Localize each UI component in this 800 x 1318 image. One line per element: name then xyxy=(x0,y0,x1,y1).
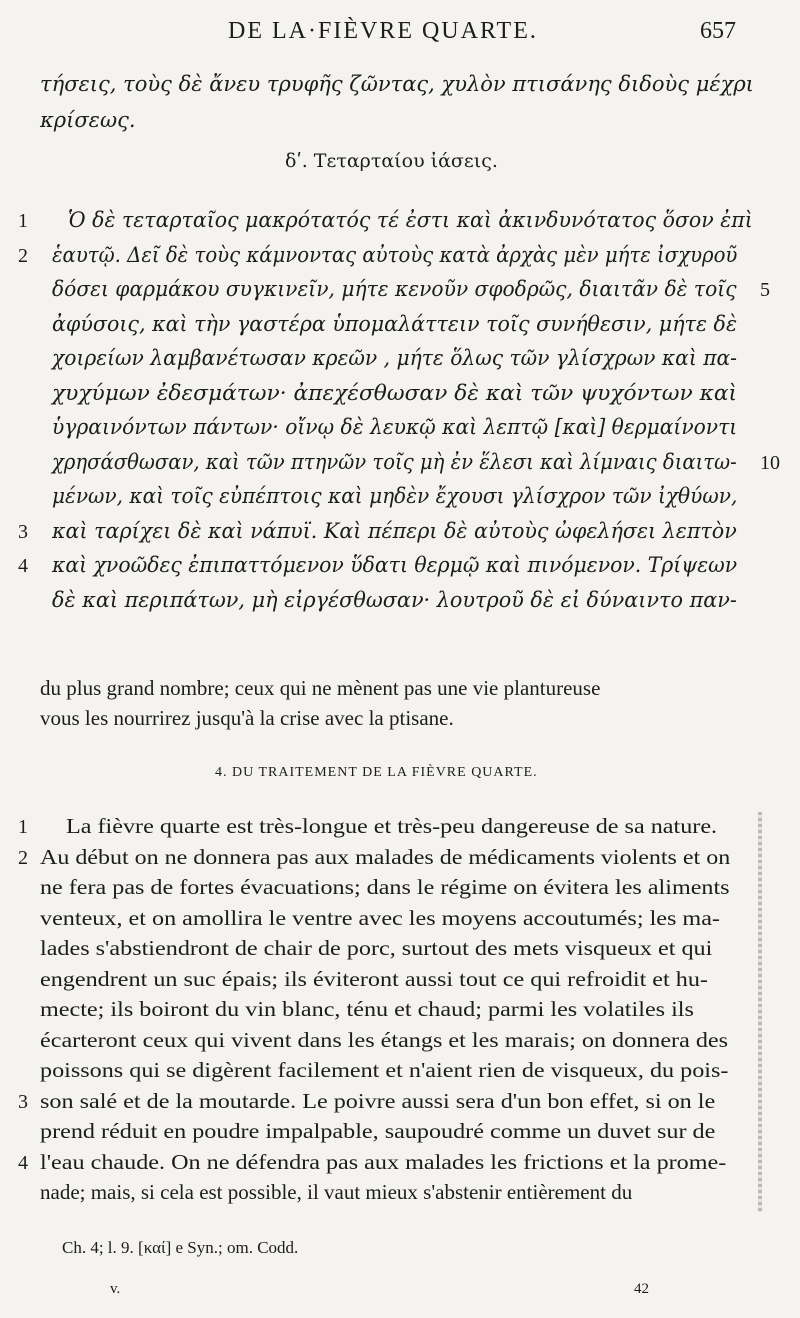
french-text-line: mecte; ils boiront du vin blanc, ténu et chaud; parmi les volatiles ils xyxy=(40,997,694,1021)
french-text-line: prend réduit en poudre impalpable, saupoudré comme un duvet sur de xyxy=(40,1119,716,1143)
greek-text-line: χυχύμων ἐδεσμάτων· ἀπεχέσθωσαν δὲ καὶ τῶν ψυχόντων καὶ xyxy=(52,380,738,405)
signature-mark: v. xyxy=(110,1281,121,1297)
margin-line-number: 1 xyxy=(18,210,28,232)
margin-line-number: 10 xyxy=(760,451,780,474)
greek-text-line: Ὁ δὲ τεταρταῖος μακρότατός τέ ἐστι καὶ ἀκινδυνότατος ὅσον ἐπὶ xyxy=(68,208,753,232)
french-text-line: nade; mais, si cela est possible, il vaut mieux s'abstenir entièrement du xyxy=(40,1180,633,1204)
greek-text-line: ἀφύσοις, καὶ τὴν γαστέρα ὑπομαλάττειν τοῖς συνήθεσιν, μήτε δὲ xyxy=(52,311,738,336)
french-section-heading: 4. DU TRAITEMENT DE LA FIÈVRE QUARTE. xyxy=(215,765,538,780)
french-text-line: poissons qui se digèrent facilement et n'aient rien de visqueux, du pois- xyxy=(40,1058,729,1082)
french-text-line: Au début on ne donnera pas aux malades de médicaments violents et on xyxy=(40,844,731,869)
greek-text-line: ὑγραινόντων πάντων· οἴνῳ δὲ λευκῷ καὶ λεπτῷ [καὶ] θερμαίνοντι xyxy=(52,415,738,439)
greek-text-line: καὶ ταρίχει δὲ καὶ νάπυϊ. Καὶ πέπερι δὲ αὐτοὺς ὠφελήσει λεπτὸν xyxy=(52,518,737,543)
french-text-line: La fièvre quarte est très-longue et très-peu dangereuse de sa nature. xyxy=(66,814,718,838)
french-text-line: venteux, et on amollira le ventre avec les moyens accoutumés; les ma- xyxy=(40,905,720,930)
margin-line-number: 4 xyxy=(18,1151,28,1174)
page-edge-shadow xyxy=(758,812,762,1212)
margin-line-number: 4 xyxy=(18,555,28,577)
running-header-title: DE LA·FIÈVRE QUARTE. xyxy=(228,18,538,44)
margin-line-number: 5 xyxy=(760,279,770,301)
greek-text-line: ἑαυτῷ. Δεῖ δὲ τοὺς κάμνοντας αὐτοὺς κατὰ ἀρχὰς μὲν μήτε ἰσχυροῦ xyxy=(52,242,738,267)
greek-continuation-line: τήσεις, τοὺς δὲ ἄνευ τρυφῆς ζῶντας, χυλὸν πτισάνης διδοὺς μέχρι xyxy=(40,72,754,96)
greek-text-line: δὲ καὶ περιπάτων, μὴ εἰργέσθωσαν· λουτροῦ δὲ εἰ δύναιντο παν- xyxy=(52,587,737,612)
french-text-line: son salé et de la moutarde. Le poivre aussi sera d'un bon effet, si on le xyxy=(40,1088,716,1113)
french-continuation-line: du plus grand nombre; ceux qui ne mènent pas une vie plantureuse xyxy=(40,676,601,700)
greek-text-line: μένων, καὶ τοῖς εὐπέπτοις καὶ μηδὲν ἔχουσι γλίσχρον τῶν ἰχθύων, xyxy=(52,484,738,508)
greek-section-heading: δʹ. Τεταρταίου ἰάσεις. xyxy=(285,150,498,172)
french-text-line: ne fera pas de fortes évacuations; dans le régime on évitera les aliments xyxy=(40,875,730,899)
margin-line-number: 2 xyxy=(18,244,28,267)
french-text-line: lades s'abstiendront de chair de porc, surtout des mets visqueux et qui xyxy=(40,936,713,960)
french-continuation-line: vous les nourrirez jusqu'à la crise avec la ptisane. xyxy=(40,706,454,730)
margin-line-number: 2 xyxy=(18,846,28,869)
greek-text-line: χρησάσθωσαν, καὶ τῶν πτηνῶν τοῖς μὴ ἐν ἕλεσι καὶ λίμναις διαιτω- xyxy=(52,449,737,474)
french-text-line: l'eau chaude. On ne défendra pas aux malades les frictions et la prome- xyxy=(40,1149,727,1174)
greek-text-line: καὶ χνοῶδες ἐπιπαττόμενον ὕδατι θερμῷ καὶ πινόμενον. Τρίψεων xyxy=(52,553,738,577)
margin-line-number: 3 xyxy=(18,520,28,543)
greek-text-line: χοιρείων λαμβανέτωσαν κρεῶν , μήτε ὅλως τῶν γλίσχρων καὶ πα- xyxy=(52,346,738,370)
greek-continuation-line: κρίσεως. xyxy=(40,108,136,132)
page-number: 657 xyxy=(700,18,736,44)
french-text-line: écarteront ceux qui vivent dans les étangs et les marais; on donnera des xyxy=(40,1027,729,1052)
french-text-line: engendrent un suc épais; ils éviteront aussi tout ce qui refroidit et hu- xyxy=(40,966,708,991)
greek-text-line: δόσει φαρμάκου συγκινεῖν, μήτε κενοῦν σφοδρῶς, διαιτᾶν δὲ τοῖς xyxy=(52,277,737,301)
margin-line-number: 3 xyxy=(18,1090,28,1113)
margin-line-number: 1 xyxy=(18,816,28,838)
signature-number: 42 xyxy=(634,1281,649,1297)
footnote: Ch. 4; l. 9. [καί] e Syn.; om. Codd. xyxy=(62,1238,299,1257)
